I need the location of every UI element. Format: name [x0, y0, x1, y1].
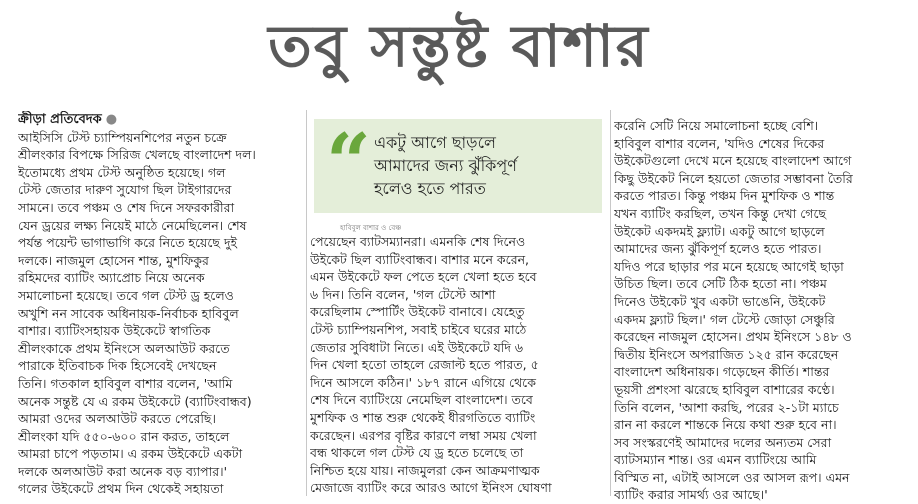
article-line: করেনি সেটি নিয়ে সমালোচনা হচ্ছে বেশি।	[614, 118, 819, 133]
byline-dot-icon: ●	[105, 112, 118, 127]
article-line: দলকে। নাজমুল হোসেন শান্ত, মুশফিকুর	[18, 252, 209, 268]
article-line: নিশ্চিত হয়ে যায়। নাজমুলরা কেন আক্রমণাত্মক	[310, 462, 540, 478]
article-line: ব্যাটিং করার সামর্থ্য ওর আছে।'	[614, 487, 768, 503]
article-line: হাবিবুল বাশার বলেন, 'যদিও শেষের দিকের	[614, 135, 825, 151]
column-3-text	[614, 117, 894, 504]
article-column-1	[18, 111, 304, 498]
article-line: যেন ড্রয়ের লক্ষ্য নিয়েই মাঠে নেমেছিলেন। শেষ	[18, 217, 247, 233]
article-line: দিন খেলা হতো তাহলে রেজাল্ট হতে পারত, ৫	[310, 357, 539, 373]
article-line: বিস্মিত না, এটাই আসলে ওর আসল রূপ। এমন	[614, 469, 850, 485]
article-line: জেতার সুবিধাটা নিতে। এই উইকেটে যদি ৬	[310, 339, 524, 355]
pull-quote-text	[374, 131, 594, 200]
column-divider	[306, 110, 307, 496]
article-line: রহিমদের ব্যাটিং অ্যাপ্রোচ নিয়ে অনেক	[18, 270, 205, 286]
article-line: টেস্ট জেতার দারুণ সুযোগ ছিল টাইগারদের	[18, 182, 232, 198]
article-line: বাংলাদেশ অধিনায়ক। গড়েছেন কীর্তি। শান্তর	[614, 364, 830, 380]
article-line: মেজাজে ব্যাটিং করে আরও আগে ইনিংস ঘোষণা	[310, 480, 552, 496]
article-line: যদিও পরে ছাড়ার পর মনে হয়েছে আগেই ছাড়া	[614, 258, 844, 274]
article-line: করতে পারত। কিন্তু পঞ্চম দিন মুশফিক ও শান্ত	[614, 188, 835, 204]
article-line: ইতোমধ্যে প্রথম টেস্ট অনুষ্ঠিত হয়েছে। গল	[18, 164, 226, 180]
article-line: এমন উইকেটে ফল পেতে হলে খেলা হতে হবে	[310, 269, 537, 285]
byline	[18, 111, 304, 129]
article-line: বন্ধ থাকলে গল টেস্ট যে ড্র হতে চলেছে তা	[310, 445, 524, 461]
headline: তবু সন্তুষ্ট বাশার	[268, 12, 650, 80]
pull-quote-line: একটু আগে ছাড়লে	[374, 133, 496, 152]
pull-quote-line: হলেও হতে পারত	[374, 179, 486, 198]
column-divider	[610, 110, 611, 496]
pull-quote-line: আমাদের জন্য ঝুঁকিপূর্ণ	[374, 156, 517, 175]
article-line: পেয়েছেন ব্যাটসম্যানরা। এমনকি শেষ দিনেও	[310, 234, 526, 249]
quote-mark-icon: “	[326, 117, 371, 208]
article-line: রান না করলে শান্তকে নিয়ে কথা শুরু হবে না।	[614, 417, 837, 433]
article-line: ভূয়সী প্রশংসা ঝরেছে হাবিবুল বাশারের কণ্ঠে।	[614, 381, 835, 397]
article-line: গলের উইকেটে প্রথম দিন থেকেই সহায়তা	[18, 481, 224, 497]
article-line: দিনে আসলে কঠিন।' ১৮৭ রানে এগিয়ে থেকে	[310, 374, 536, 390]
article-line: ৬ দিন। তিনি বলেন, 'গল টেস্টে আশা	[310, 286, 496, 302]
article-line: উইকেটগুলো দেখে মনে হয়েছে বাংলাদেশ আগে	[614, 153, 852, 169]
article-line: আমাদের জন্য ঝুঁকিপূর্ণ হলেও হতে পারত।	[614, 241, 822, 257]
article-line: উচিত ছিল। তবে সেটি ঠিক হতো না। পঞ্চম	[614, 276, 827, 292]
article-line: তিনি বলেন, 'আশা করছি, পরের ২-১টা ম্যাচে	[614, 399, 839, 415]
article-line: দলকে অলআউট করা অনেক বড় ব্যাপার।'	[18, 463, 228, 479]
article-line: একদম ফ্ল্যাট ছিল।' গল টেস্টে জোড়া সেঞ্চুরি	[614, 311, 835, 327]
article-column-2	[310, 233, 610, 497]
byline-text: ক্রীড়া প্রতিবেদক	[18, 112, 102, 127]
article-line: অনেক সন্তুষ্ট যে এ রকম উইকেটে (ব্যাটিংবান্ধব)	[18, 393, 252, 409]
article-line: শ্রীলংকাকে প্রথম ইনিংসে অলআউট করতে	[18, 340, 230, 356]
article-line: দ্বিতীয় ইনিংসে অপরাজিত ১২৫ রান করেছেন	[614, 346, 839, 362]
article-line: করেছিলাম স্পোর্টিং উইকেট বানাবে। যেহেতু	[310, 304, 525, 320]
column-2-text	[310, 233, 610, 497]
article-line: ব্যাটসম্যান শান্ত। ওর এমন ব্যাটিংয়ে আমি	[614, 452, 817, 468]
article-line: শেষ দিনে ব্যাটিংয়ে নেমেছিল বাংলাদেশ। তবে	[310, 392, 533, 408]
article-line: কিছু উইকেট নিলে হয়তো জেতার সম্ভাবনা তৈরি	[614, 170, 853, 186]
article-line: আইসিসি টেস্ট চ্যাম্পিয়নশিপের নতুন চক্রে	[18, 129, 227, 145]
article-line: শ্রীলংকা যদি ৫৫০-৬০০ রান করত, তাহলে	[18, 428, 230, 444]
article-line: আমরা ওদের অলআউট করতে পেরেছি।	[18, 411, 216, 427]
article-column-3	[614, 117, 894, 504]
article-line: উইকেট ছিল ব্যাটিংবান্ধব। বাশার মনে করেন,	[310, 251, 530, 267]
article-line: তিনি। গতকাল হাবিবুল বাশার বলেন, 'আমি	[18, 375, 233, 391]
article-line: টেস্ট চ্যাম্পিয়নশিপ, সবাই চাইবে ঘরের মাঠে	[310, 321, 527, 337]
photo-caption: হাবিবুল বাশার ও বেঞ্চ	[340, 224, 402, 232]
article-line: সামনে। তবে পঞ্চম ও শেষ দিনে সফরকারীরা	[18, 199, 235, 215]
article-line: পারাকে ইতিবাচক দিক হিসেবেই দেখছেন	[18, 358, 217, 374]
article-line: আমরা চাপে পড়তাম। এ রকম উইকেটে একটা	[18, 446, 243, 462]
article-line: করেছেন নাজমুল হোসেন। প্রথম ইনিংসে ১৪৮ ও	[614, 329, 852, 345]
column-1-text	[18, 129, 304, 498]
article-line: মুশফিক ও শান্ত শুরু থেকেই ধীরগতিতে ব্যাটিং	[310, 409, 536, 425]
article-line: পর্যন্ত পয়েন্ট ভাগাভাগি করে নিতে হয়েছে দুই	[18, 235, 238, 251]
article-line: দিনেও উইকেট খুব একটা ভাঙেনি, উইকেট	[614, 293, 826, 309]
article-line: শ্রীলংকার বিপক্ষে সিরিজ খেলছে বাংলাদেশ দল।	[18, 147, 256, 163]
article-line: সব সংস্করণেই আমাদের দলের অন্যতম সেরা	[614, 434, 832, 450]
pull-quote	[314, 119, 602, 213]
article-line: সমালোচনা হয়েছে। তবে গল টেস্ট ড্র হলেও	[18, 287, 234, 303]
article-line: যখন ব্যাটিং করছিল, তখন কিন্তু দেখা গেছে	[614, 205, 827, 221]
article-line: অখুশি নন সাবেক অধিনায়ক-নির্বাচক হাবিবুল	[18, 305, 239, 321]
article-line: করেছেন। এরপর বৃষ্টির কারণে লম্বা সময় খেলা	[310, 427, 537, 443]
article-line: উইকেট একদমই ফ্ল্যাট। একটু আগে ছাড়লে	[614, 223, 825, 239]
article-line: বাশার। ব্যাটিংসহায়ক উইকেটে স্বাগতিক	[18, 323, 211, 339]
